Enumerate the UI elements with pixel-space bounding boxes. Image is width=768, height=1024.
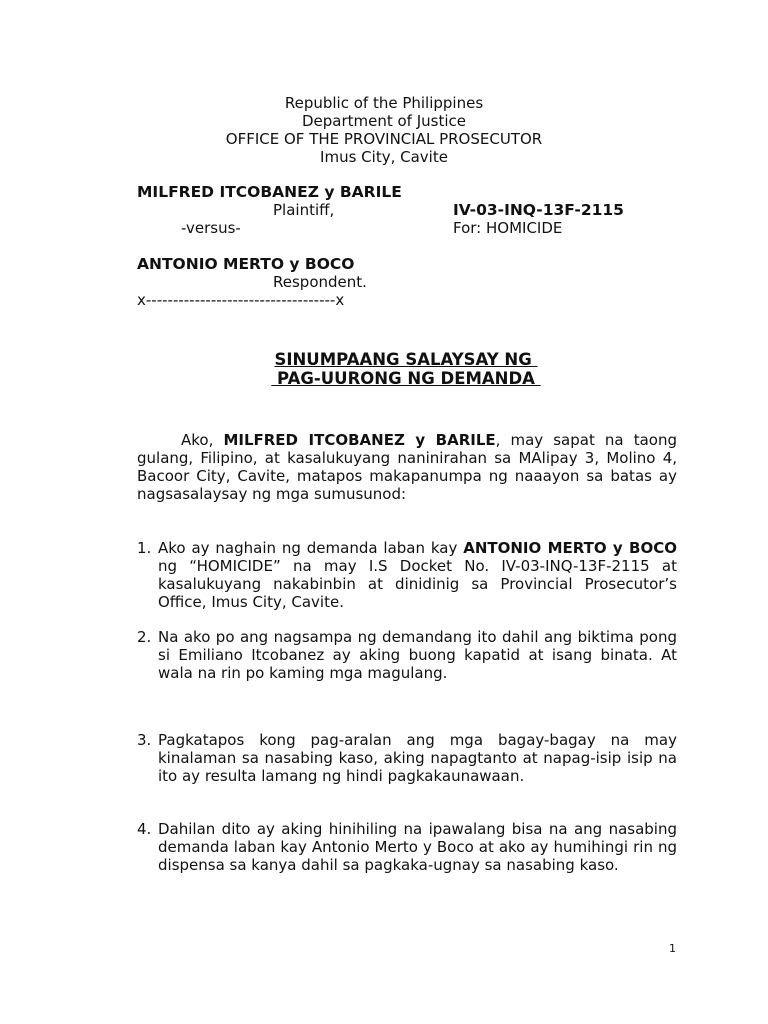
item-number: 3.	[137, 731, 152, 749]
plaintiff-label: Plaintiff,	[273, 201, 335, 219]
page-number: 1	[669, 942, 676, 955]
item-number: 4.	[137, 820, 152, 838]
header-location: Imus City, Cavite	[320, 148, 448, 166]
intro-affiant-name: MILFRED ITCOBANEZ y BARILE	[223, 431, 496, 449]
item-text-start: Ako ay naghain ng demanda laban kay	[158, 539, 464, 557]
item-respondent-name: ANTONIO MERTO y BOCO	[463, 539, 677, 557]
item-text-end: ng “HOMICIDE” na may I.S Docket No. IV-03-INQ-13F-2115 at kasalukuyang nakabinbin at dinidinig sa Provincial Prosecutor’s Office, Imus City, Cavite.	[158, 557, 677, 611]
respondent-name: ANTONIO MERTO y BOCO	[137, 255, 355, 273]
item-number: 2.	[137, 628, 152, 646]
versus-label: -versus-	[181, 219, 241, 237]
item-number: 1.	[137, 539, 152, 557]
intro-paragraph	[137, 431, 677, 503]
document-header	[0, 94, 768, 166]
list-item	[137, 731, 677, 785]
plaintiff-name: MILFRED ITCOBANEZ y BARILE	[137, 183, 402, 201]
title-line-2: PAG-UURONG NG DEMANDA	[271, 369, 541, 388]
list-item	[137, 628, 677, 682]
case-number: IV-03-INQ-13F-2115	[453, 201, 624, 219]
list-item	[137, 820, 677, 874]
item-text	[158, 539, 677, 611]
item-text: Dahilan dito ay aking hinihiling na ipawalang bisa na ang nasabing demanda laban kay Antonio Merto y Boco at ako ay humihingi rin ng dispensa sa kanya dahil sa pagkaka-ugnay sa nasabing kaso.	[158, 820, 677, 874]
document-title	[0, 350, 768, 388]
caption-separator: x-----------------------------------x	[137, 291, 345, 309]
title-line-1: SINUMPAANG SALAYSAY NG	[274, 350, 538, 369]
item-text: Pagkatapos kong pag-aralan ang mga bagay-bagay na may kinalaman sa nasabing kaso, aking napagtanto at napag-isip isip na ito ay resulta lamang ng hindi pagkakaunawaan.	[158, 731, 677, 785]
header-department: Department of Justice	[301, 112, 467, 130]
list-item	[137, 539, 677, 611]
charge-label: For: HOMICIDE	[453, 219, 563, 237]
header-republic: Republic of the Philippines	[284, 94, 484, 112]
item-text: Na ako po ang nagsampa ng demandang ito dahil ang biktima pong si Emiliano Itcobanez ay aking buong kapatid at isang binata. At wala na rin po kaming mga magulang.	[158, 628, 677, 682]
respondent-label: Respondent.	[273, 273, 367, 291]
header-office: OFFICE OF THE PROVINCIAL PROSECUTOR	[225, 130, 543, 148]
intro-start: Ako,	[181, 431, 224, 449]
intro-rest: , may sapat na taong gulang, Filipino, at kasalukuyang naninirahan sa MAlipay 3, Molino 4, Bacoor City, Cavite, matapos makapanumpa ng naaayon sa batas ay nagsasalaysay ng mga sumusunod:	[137, 431, 677, 503]
